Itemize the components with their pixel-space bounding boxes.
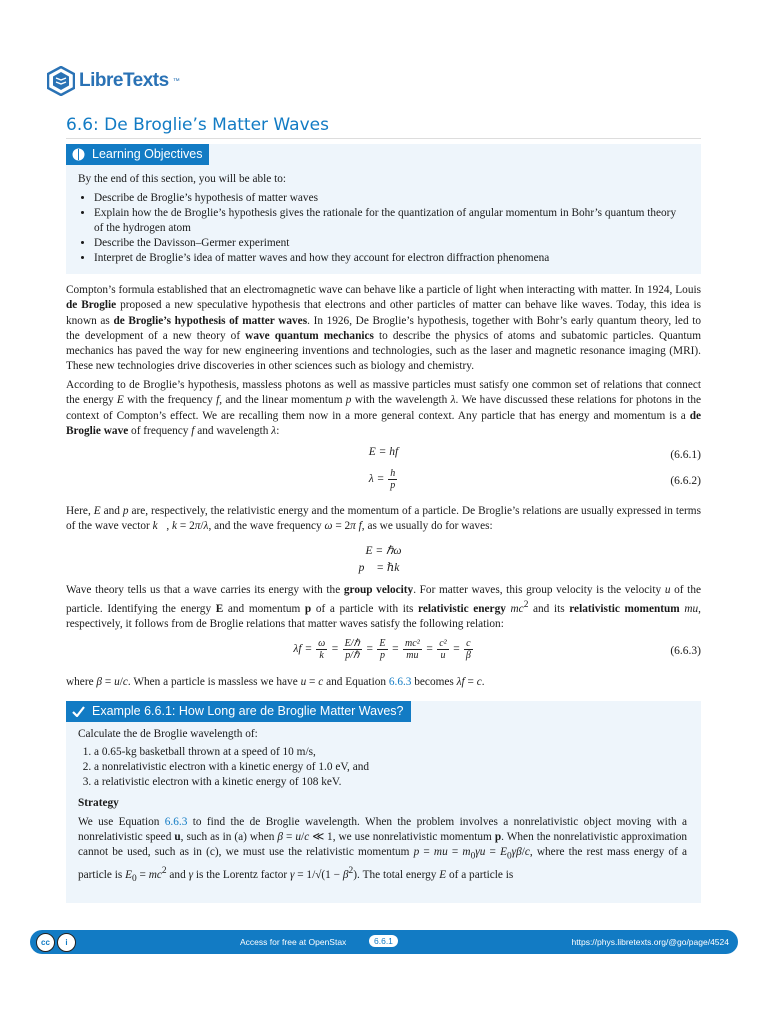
learning-objectives-title: Learning Objectives (92, 147, 203, 161)
page-number-badge: 6.6.1 (369, 935, 398, 947)
openstax-access-text[interactable]: Access for free at OpenStax (240, 937, 347, 947)
checkmark-icon (72, 706, 85, 717)
equation-expression: λf = $\frac{\omega}{k}$ = $\frac{\text{E/ℏ}}{\text{p/ℏ}}$ = $\frac{E}{p}$ = $\frac{\text{mc²}}{mu}$ = $\frac{\text{c²}}{u}$ = $\frac{c}{\beta}$ (293, 638, 471, 661)
equation-6-6-2 (66, 468, 701, 498)
attribution-icon: i (57, 933, 76, 952)
logo-trademark: ™ (172, 77, 180, 85)
cc-license-badge[interactable] (36, 933, 76, 952)
example-list (78, 745, 687, 790)
term-de-broglie: de Broglie (66, 299, 117, 312)
group-velocity-paragraph: Wave theory tells us that a wave carries its energy with the group velocity. For matter waves, this group velocity is the velocity u of the particle. Identifying the energy E and momentum p of a particle with its relativistic energy $mc^2$ and its relativistic momentum mu, respectively, it follows from de Broglie relations that matter waves satisfy the following relation: (66, 584, 701, 631)
equation-expression: E = hf (368, 446, 399, 458)
list-item: 2. a nonrelativistic electron with a kinetic energy of 1.0 eV, and (94, 760, 687, 775)
example-body (78, 727, 687, 887)
equation-expression: E = ℏω (365, 545, 402, 557)
page-title: 6.6: De Broglie’s Matter Waves (66, 115, 701, 139)
list-item: • Describe de Broglie’s hypothesis of matter waves (94, 191, 687, 206)
example-intro: Calculate the de Broglie wavelength of: (78, 728, 258, 740)
wave-vector-paragraph: Here, E and p are, respectively, the relativistic energy and the momentum of a particle. De Broglie’s relations are usually expressed in terms of the wave vector k⃗, k = 2π/λ, and the wave frequency ω = 2π f, as we usually do for waves: (66, 505, 701, 533)
list-item: 1. a 0.65-kg basketball thrown at a speed of 10 m/s, (94, 745, 687, 760)
learning-objectives-header (66, 144, 209, 165)
equation-expression: p⃗ = ℏk⃗ (358, 562, 409, 574)
strategy-heading: Strategy (78, 797, 119, 809)
hypothesis-paragraph: According to de Broglie’s hypothesis, massless photons as well as massive particles must satisfy one common set of relations that connect the energy E with the frequency f, and the linear momentum p with the wavelength λ. We have discussed these relations for photons in the context of Compton’s effect. We are recalling them now in a more general context. Any particle that has energy and momentum is a de Broglie wave of frequency f and wavelength λ: (66, 379, 702, 437)
page-footer (30, 930, 738, 954)
term-matter-waves: de Broglie’s hypothesis of matter waves (113, 314, 308, 327)
equation-momentum-wavevector (66, 560, 701, 578)
term-de-broglie-wave: de Broglie wave (66, 409, 701, 437)
list-item: • Interpret de Broglie’s idea of matter waves and how they account for electron diffraction phenomena (94, 251, 687, 266)
learning-objectives-body (78, 172, 687, 266)
equation-link[interactable]: 6.6.3 (388, 676, 412, 688)
equation-expression: λ = $\frac{h}{p}$ (368, 468, 396, 491)
equation-number: (6.6.1) (670, 449, 701, 461)
equation-6-6-1 (66, 446, 701, 468)
equation-number: (6.6.2) (670, 475, 701, 487)
equation-number: (6.6.3) (670, 645, 701, 657)
learning-objectives-box (66, 144, 701, 274)
page-url[interactable]: https://phys.libretexts.org/@go/page/4524 (571, 937, 729, 947)
equation-link[interactable]: 6.6.3 (164, 816, 188, 828)
objectives-icon (72, 148, 85, 161)
intro-paragraph: Compton’s formula established that an electromagnetic wave can behave like a particle of light when interacting with matter. In 1924, Louis de Broglie proposed a new speculative hypothesis that electrons and other particles of matter can behave like waves. Today, this idea is known as de Broglie’s hypothesis of matter waves. In 1926, De Broglie’s hypothesis, together with Bohr’s early quantum theory, led to the development of a new theory of wave quantum mechanics to describe the physics of atoms and subatomic particles. Quantum mechanics has paved the way for new engineering inventions and technologies, such as the laser and magnetic resonance imaging (MRI). These new technologies drive discoveries in other sciences such as biology and chemistry. (66, 284, 702, 373)
libretexts-logo[interactable] (47, 66, 180, 96)
example-box (66, 701, 701, 903)
term-wave-quantum-mechanics: wave quantum mechanics (245, 329, 374, 342)
massless-paragraph: where β = u/c. When a particle is massless we have u = c and Equation 6.6.3 becomes λf = c. (66, 676, 485, 688)
list-item: • Explain how the de Broglie’s hypothesis gives the rationale for the quantization of angular momentum in Bohr’s quantum theory of the hydrogen atom (94, 206, 687, 236)
equation-6-6-3 (66, 636, 701, 668)
objectives-intro: By the end of this section, you will be able to: (78, 173, 287, 185)
equation-energy-frequency (66, 543, 701, 561)
example-title: Example 6.6.1: How Long are de Broglie Matter Waves? (92, 704, 404, 718)
list-item: • Describe the Davisson–Germer experiment (94, 236, 687, 251)
cc-icon: cc (36, 933, 55, 952)
example-header[interactable] (66, 701, 411, 722)
logo-text: LibreTexts (79, 70, 169, 91)
libretexts-hexagon-icon (47, 66, 75, 96)
objectives-list (78, 191, 687, 266)
strategy-text: We use Equation 6.6.3 to find the de Broglie wavelength. When the problem involves a nonrelativistic object moving with a nonrelativistic speed u, such as in (a) when β = u/c ≪ 1, we use nonrelativistic momentum p. When the nonrelativistic approximation cannot be used, such as in (c), we must use the relativistic momentum p = mu = $m_0\gamma u = E_0\gamma\beta/c$, where the rest mass energy of a particle is $E_0 = mc^2$ and γ is the Lorentz factor $\gamma = 1/√(1 - \beta^2)$. The total energy E of a particle is (78, 816, 688, 885)
list-item: 3. a relativistic electron with a kinetic energy of 108 keV. (94, 775, 687, 790)
